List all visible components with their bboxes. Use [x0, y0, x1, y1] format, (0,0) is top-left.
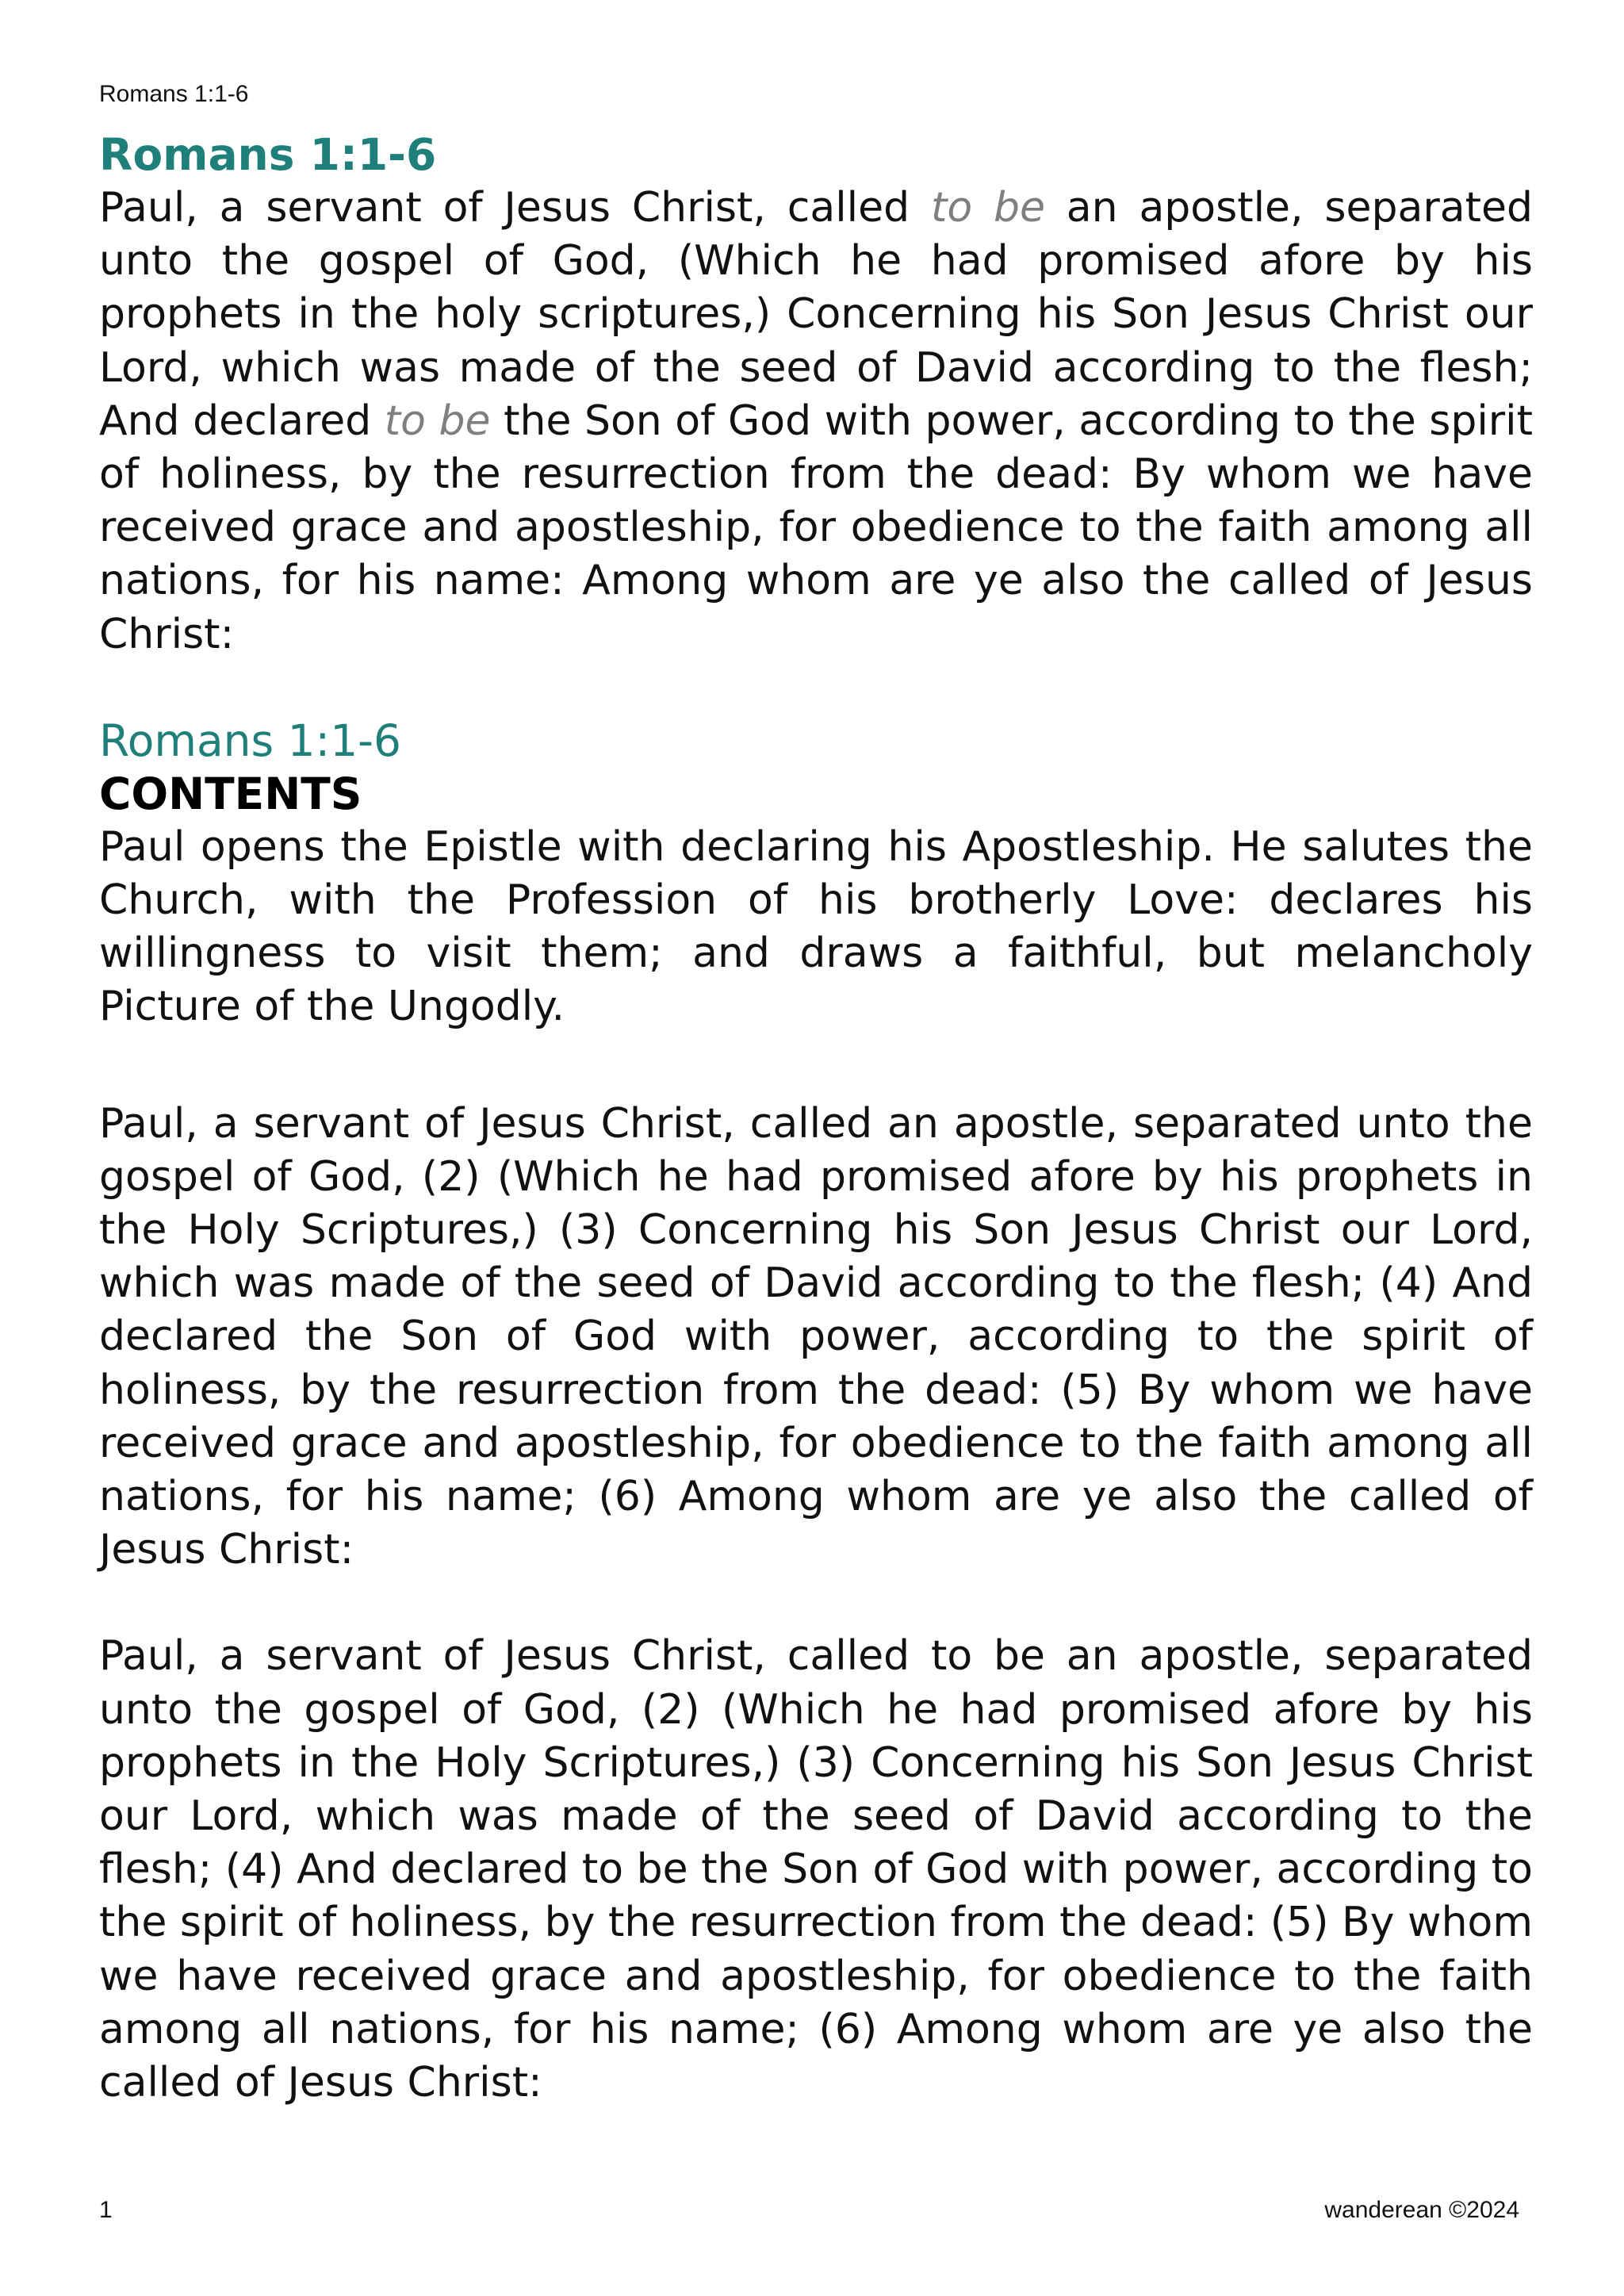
copyright-notice: wanderean ©2024	[1324, 2197, 1519, 2223]
running-header: Romans 1:1-6	[99, 81, 249, 107]
verse-text-part: the Son of God with power, according to the spirit of holiness, by the resurrection from the dead: By whom we have received grace and apostleship, for obedience to the faith among all nations, for his name: Among whom are ye also the called of Jesus Christ:	[99, 397, 1534, 658]
verse-text-part: Paul, a servant of Jesus Christ, called	[99, 184, 931, 232]
supplied-words: to be	[930, 184, 1045, 232]
page-content	[99, 128, 1533, 2110]
verse-text-part: an apostle, separated unto the gospel of God, (Which he had promised afore by his prophets in the holy scriptures,) Concerning his Son Jesus Christ our Lord, which was made of the seed of David according to the flesh; And declared	[99, 184, 1533, 445]
verse-version-b: Paul, a servant of Jesus Christ, called to be an apostle, separated unto the gospel of God, (2) (Which he had promised afore by his prophets in the Holy Scriptures,) (3) Concerning his Son Jesus Christ our Lord, which was made of the seed of David according to the flesh; (4) And declared to be the Son of God with power, according to the spirit of holiness, by the resurrection from the dead: (5) By whom we have received grace and apostleship, for obedience to the faith among all nations, for his name; (6) Among whom are ye also the called of Jesus Christ:	[99, 1632, 1533, 2107]
contents-summary: Paul opens the Epistle with declaring his Apostleship. He salutes the Church, with the Profession of his brotherly Love: declares his willingness to visit them; and draws a faithful, but melancholy Picture of the Ungodly.	[99, 822, 1533, 1031]
spacer	[99, 661, 1533, 715]
commentary-title: Romans 1:1-6	[99, 715, 402, 766]
verse-text-kjv	[99, 182, 1533, 661]
section-title: Romans 1:1-6	[99, 129, 437, 180]
contents-heading: CONTENTS	[99, 768, 362, 819]
page-number: 1	[99, 2197, 113, 2223]
spacer	[99, 1034, 1533, 1098]
spacer	[99, 1577, 1533, 1630]
verse-version-a: Paul, a servant of Jesus Christ, called an apostle, separated unto the gospel of God, (2) (Which he had promised afore by his prophets in the Holy Scriptures,) (3) Concerning his Son Jesus Christ our Lord, which was made of the seed of David according to the flesh; (4) And declared the Son of God with power, according to the spirit of holiness, by the resurrection from the dead: (5) By whom we have received grace and apostleship, for obedience to the faith among all nations, for his name; (6) Among whom are ye also the called of Jesus Christ:	[99, 1099, 1533, 1574]
supplied-words: to be	[384, 397, 491, 445]
